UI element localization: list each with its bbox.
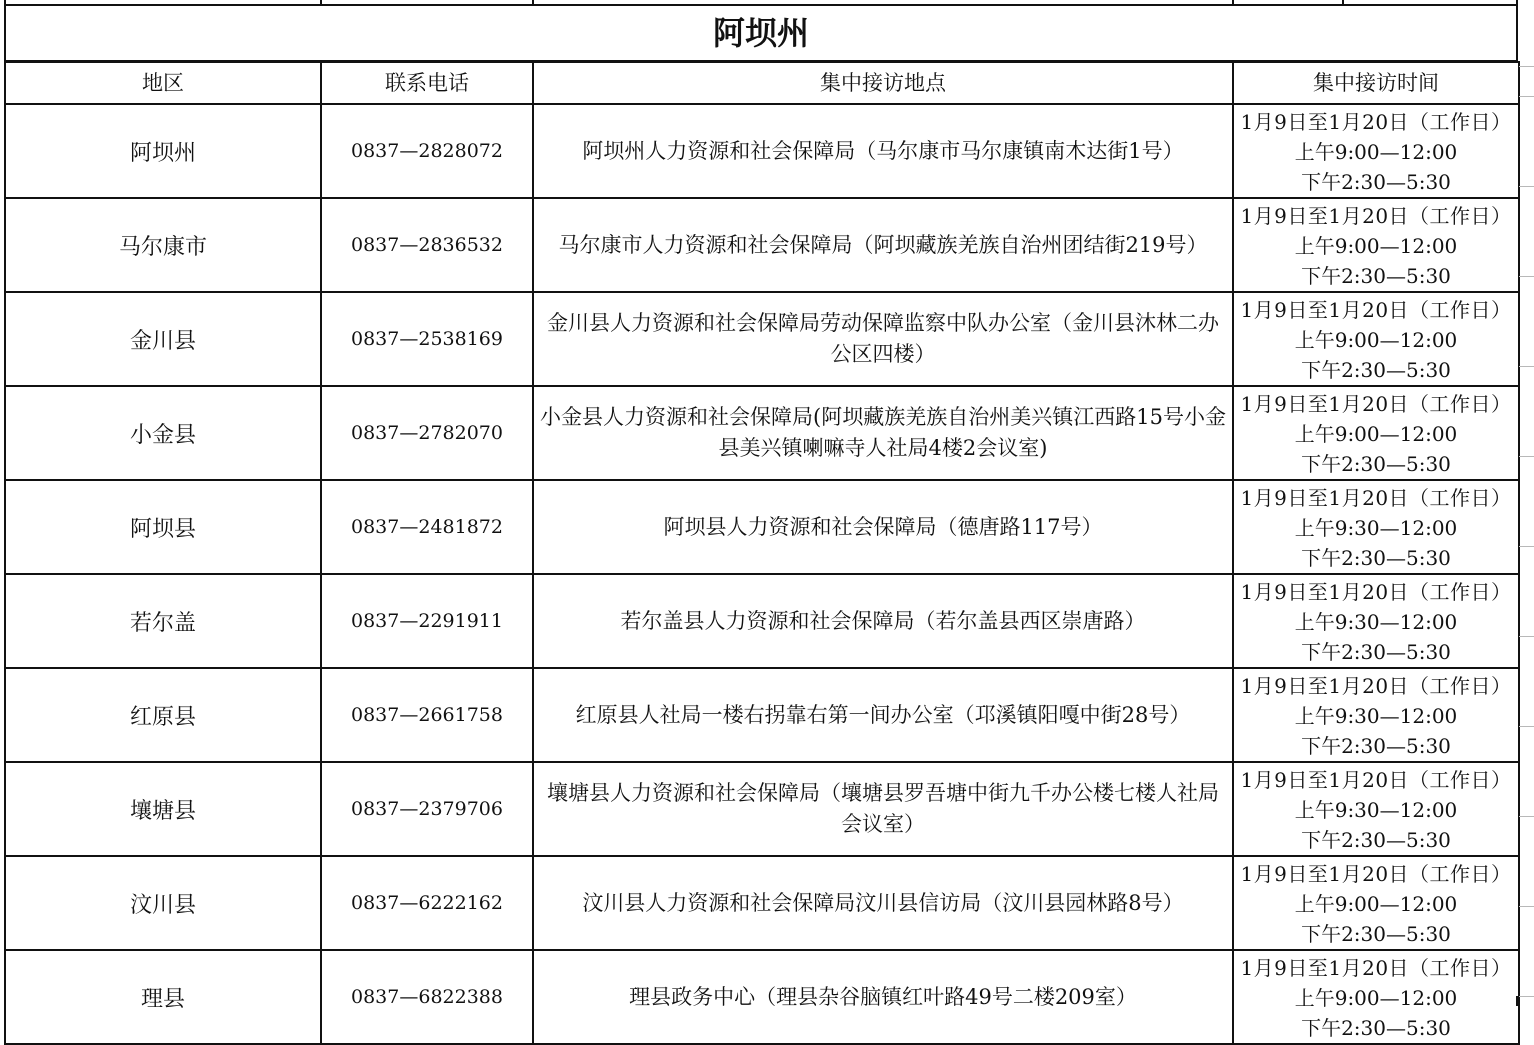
section-title: 阿坝州 [4, 6, 1518, 62]
time-cell [1233, 668, 1519, 762]
region-cell: 汶川县 [5, 856, 321, 950]
time-afternoon: 下午2:30—5:30 [1301, 264, 1451, 288]
time-afternoon: 下午2:30—5:30 [1301, 1016, 1451, 1040]
region-cell: 马尔康市 [5, 198, 321, 292]
time-afternoon: 下午2:30—5:30 [1301, 734, 1451, 758]
time-dates: 1月9日至1月20日（工作日） [1240, 204, 1512, 228]
next-row-fragment [4, 996, 1518, 1006]
time-dates: 1月9日至1月20日（工作日） [1240, 768, 1512, 792]
adjacent-column-gridlines [1519, 60, 1534, 1006]
place-cell: 理县政务中心（理县杂谷脑镇红叶路49号二楼209室） [533, 950, 1233, 1044]
phone-cell: 0837—6222162 [321, 856, 533, 950]
time-dates: 1月9日至1月20日（工作日） [1240, 862, 1512, 886]
visit-schedule-table [4, 61, 1520, 1045]
table-row [5, 668, 1519, 762]
region-cell: 理县 [5, 950, 321, 1044]
time-cell [1233, 198, 1519, 292]
phone-cell: 0837—2661758 [321, 668, 533, 762]
time-dates: 1月9日至1月20日（工作日） [1240, 486, 1512, 510]
header-time: 集中接访时间 [1233, 62, 1519, 104]
table-row [5, 198, 1519, 292]
time-cell [1233, 856, 1519, 950]
time-afternoon: 下午2:30—5:30 [1301, 922, 1451, 946]
time-morning: 上午9:30—12:00 [1294, 610, 1458, 634]
time-cell [1233, 386, 1519, 480]
time-morning: 上午9:30—12:00 [1294, 704, 1458, 728]
time-afternoon: 下午2:30—5:30 [1301, 170, 1451, 194]
time-morning: 上午9:00—12:00 [1294, 892, 1458, 916]
place-cell: 壤塘县人力资源和社会保障局（壤塘县罗吾塘中街九千办公楼七楼人社局会议室） [533, 762, 1233, 856]
table-row [5, 292, 1519, 386]
place-cell: 红原县人社局一楼右拐靠右第一间办公室（邛溪镇阳嘎中街28号） [533, 668, 1233, 762]
table-row [5, 104, 1519, 198]
region-cell: 阿坝县 [5, 480, 321, 574]
time-morning: 上午9:00—12:00 [1294, 422, 1458, 446]
table-row [5, 386, 1519, 480]
phone-cell: 0837—2379706 [321, 762, 533, 856]
phone-cell: 0837—2828072 [321, 104, 533, 198]
time-morning: 上午9:00—12:00 [1294, 140, 1458, 164]
time-dates: 1月9日至1月20日（工作日） [1240, 110, 1512, 134]
header-region: 地区 [5, 62, 321, 104]
phone-cell: 0837—2538169 [321, 292, 533, 386]
time-afternoon: 下午2:30—5:30 [1301, 452, 1451, 476]
region-cell: 小金县 [5, 386, 321, 480]
time-cell [1233, 480, 1519, 574]
time-dates: 1月9日至1月20日（工作日） [1240, 674, 1512, 698]
table-row [5, 856, 1519, 950]
phone-cell: 0837—6822388 [321, 950, 533, 1044]
table-row [5, 762, 1519, 856]
place-cell: 马尔康市人力资源和社会保障局（阿坝藏族羌族自治州团结街219号） [533, 198, 1233, 292]
region-cell: 阿坝州 [5, 104, 321, 198]
header-phone: 联系电话 [321, 62, 533, 104]
place-cell: 金川县人力资源和社会保障局劳动保障监察中队办公室（金川县沐林二办公区四楼） [533, 292, 1233, 386]
time-dates: 1月9日至1月20日（工作日） [1240, 580, 1512, 604]
time-cell [1233, 574, 1519, 668]
table-header-row [5, 62, 1519, 104]
place-cell: 小金县人力资源和社会保障局(阿坝藏族羌族自治州美兴镇江西路15号小金县美兴镇喇嘛寺人社局4楼2会议室) [533, 386, 1233, 480]
time-cell [1233, 292, 1519, 386]
time-cell [1233, 104, 1519, 198]
place-cell: 阿坝州人力资源和社会保障局（马尔康市马尔康镇南木达街1号） [533, 104, 1233, 198]
region-cell: 壤塘县 [5, 762, 321, 856]
phone-cell: 0837—2782070 [321, 386, 533, 480]
region-cell: 若尔盖 [5, 574, 321, 668]
time-afternoon: 下午2:30—5:30 [1301, 358, 1451, 382]
region-cell: 红原县 [5, 668, 321, 762]
time-morning: 上午9:00—12:00 [1294, 328, 1458, 352]
region-cell: 金川县 [5, 292, 321, 386]
time-afternoon: 下午2:30—5:30 [1301, 546, 1451, 570]
time-morning: 上午9:00—12:00 [1294, 986, 1458, 1010]
time-dates: 1月9日至1月20日（工作日） [1240, 298, 1512, 322]
time-dates: 1月9日至1月20日（工作日） [1240, 392, 1512, 416]
place-cell: 若尔盖县人力资源和社会保障局（若尔盖县西区崇唐路） [533, 574, 1233, 668]
time-morning: 上午9:30—12:00 [1294, 516, 1458, 540]
place-cell: 汶川县人力资源和社会保障局汶川县信访局（汶川县园林路8号） [533, 856, 1233, 950]
header-place: 集中接访地点 [533, 62, 1233, 104]
phone-cell: 0837—2836532 [321, 198, 533, 292]
time-morning: 上午9:00—12:00 [1294, 234, 1458, 258]
phone-cell: 0837—2481872 [321, 480, 533, 574]
time-afternoon: 下午2:30—5:30 [1301, 828, 1451, 852]
time-afternoon: 下午2:30—5:30 [1301, 640, 1451, 664]
time-cell [1233, 762, 1519, 856]
place-cell: 阿坝县人力资源和社会保障局（德唐路117号） [533, 480, 1233, 574]
table-row [5, 574, 1519, 668]
time-dates: 1月9日至1月20日（工作日） [1240, 956, 1512, 980]
time-morning: 上午9:30—12:00 [1294, 798, 1458, 822]
table-row [5, 480, 1519, 574]
phone-cell: 0837—2291911 [321, 574, 533, 668]
table-body [5, 104, 1519, 1044]
